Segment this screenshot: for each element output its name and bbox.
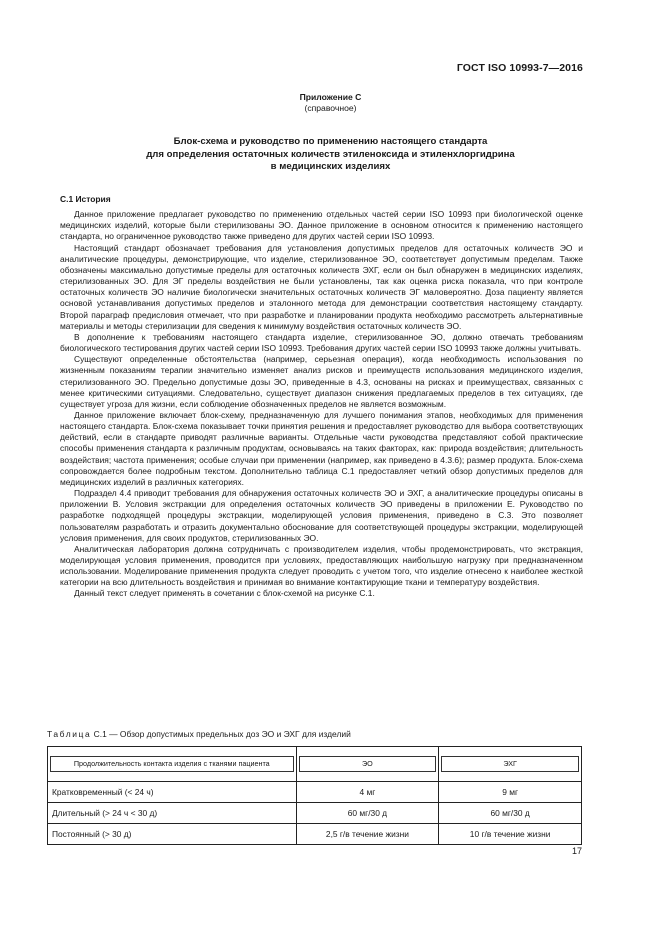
title-line: в медицинских изделиях: [270, 161, 391, 172]
header-ech: [439, 747, 582, 782]
annex-title: [60, 136, 601, 174]
table-row: [48, 824, 582, 845]
table-caption-word: Таблица: [47, 729, 92, 739]
section-heading: С.1 История: [60, 194, 111, 204]
paragraph: Настоящий стандарт обозначает требования для установления допустимых пределов для остаточных количеств ЭО и аналитические процедуры, демонстрирующие, что изделие, стерилизованное ЭО, соответствует допустимым пределам. Также обозначены максимально допустимые пределы для остаточных количеств ЭХГ, если он был обнаружен в медицинских изделиях, стерилизованных ЭО. Для ЭГ пределы воздействия не были установлены, так как оценка риска показала, что при контроле остаточных количеств ЭО наличие биологически значительных остаточных количеств ЭГ маловероятно. Доза пациенту является основой устанавливания допустимых пределов и эталонного метода для демонстрации соответствия настоящему стандарту. Второй параграф предисловия отмечает, что при разработке и планировании продукта необходимо рассмотреть альтернативные материалы и методы стерилизации для сведения к минимуму воздействия остаточных количеств ЭО.: [60, 242, 583, 331]
paragraph: Существуют определенные обстоятельства (например, серьезная операция), когда необходимость использования по жизненным показаниям терапии значительно изменяет анализ рисков и преимуществ использования медицинского изделия, стерилизованного ЭО. Предельно допустимые дозы ЭО, приведенные в 4.3, основаны на рисках и преимуществах, связанных с менее критическими ситуациями. Следовательно, существует диапазон снижения предлагаемых пределов в тех ситуациях, где существует угроза для жизни, если соблюдение обозначенных пределов не является возможным.: [60, 354, 583, 409]
paragraph: Аналитическая лаборатория должна сотрудничать с производителем изделия, чтобы продемонстрировать, что экстракция, моделирующая условия применения, проводится при условиях, предоставляющих наибольшую нагрузку при предназначенном использовании. Моделирование применения продукта следует проводить с учетом того, что изделие отнесено к наиболее жесткой категории на всю длительность воздействия и принимая во внимание контактирующие ткани и температуру воздействия.: [60, 543, 583, 588]
annex-heading: [0, 92, 661, 114]
cell-ech: 60 мг/30 д: [439, 803, 582, 824]
page-number: 17: [571, 846, 582, 856]
table-header-row: [48, 747, 582, 782]
header-duration: [48, 747, 297, 782]
paragraph: В дополнение к требованиям настоящего стандарта изделие, стерилизованное ЭО, должно отвечать требованиям биологического тестирования других частей серии ISO 10993. Требования других частей серии ISO 10993 также должны учитывать.: [60, 331, 583, 354]
annex-label: Приложение С: [299, 92, 362, 102]
paragraph: Данное приложение предлагает руководство по применению отдельных частей серии ISO 10993 при биологической оценке медицинских изделий, которые были стерилизованы ЭО. Данное приложение в основном относится к применению настоящего стандарта, но ограниченное руководство также приведено для других частей серии ISO 10993.: [60, 209, 583, 242]
cell-duration: Длительный (> 24 ч < 30 д): [48, 803, 297, 824]
cell-eo: 60 мг/30 д: [296, 803, 439, 824]
cell-duration: Постоянный (> 30 д): [48, 824, 297, 845]
cell-eo: 2,5 г/в течение жизни: [296, 824, 439, 845]
paragraph: Подраздел 4.4 приводит требования для обнаружения остаточных количеств ЭО и ЭХГ, а аналитические процедуры описаны в приложении В. Условия экстракции для определения остаточных количеств ЭО приведены в приложении Е. Руководство по разработке подходящей процедуры экстракции, моделирующей условия применения, приведено в С.3. Это позволяет пользователям разработать и отразить документально обоснование для соответствующей процедуры экстракции, моделирующей условия применения, для своих продуктов, стерилизованных ЭО.: [60, 488, 583, 543]
cell-ech: 9 мг: [439, 782, 582, 803]
cell-duration: Кратковременный (< 24 ч): [48, 782, 297, 803]
table-row: [48, 782, 582, 803]
dose-limits-table: [47, 746, 582, 845]
paragraph: Данное приложение включает блок-схему, предназначенную для лучшего понимания этапов, необходимых для применения настоящего стандарта. Блок-схема показывает точки принятия решения и предоставляет руководство для выбора соответствующих действий, если в стандарте приводят различные варианты. Отдельные части руководства представляют собой практические способы применения стандарта к различным продуктам, основываясь на таких факторах, как: природа воздействия; длительность воздействия; частота применения; особые случаи при применении (например, как приведено в 4.3.6); размер продукта. Блок-схема сопровождается более подробным текстом. Дополнительно таблица С.1 предоставляет четкий обзор допустимых пределов для медицинских изделий в различных категориях.: [60, 409, 583, 487]
header-eo-label: ЭО: [299, 756, 437, 772]
section-body: [60, 194, 583, 600]
table-caption: [47, 729, 351, 739]
header-duration-label: Продолжительность контакта изделия с тканями пациента: [50, 756, 294, 772]
table-row: [48, 803, 582, 824]
standard-code: ГОСТ ISO 10993-7—2016: [456, 62, 583, 74]
title-line: Блок-схема и руководство по применению настоящего стандарта: [173, 136, 488, 147]
paragraph: Данный текст следует применять в сочетании с блок-схемой на рисунке С.1.: [74, 588, 375, 599]
cell-ech: 10 г/в течение жизни: [439, 824, 582, 845]
title-line: для определения остаточных количеств этиленоксида и этиленхлоргидрина: [146, 148, 515, 160]
header-ech-label: ЭХГ: [441, 756, 579, 772]
annex-note: (справочное): [304, 103, 357, 113]
header-eo: [296, 747, 439, 782]
table-caption-text: С.1 — Обзор допустимых предельных доз ЭО и ЭХГ для изделий: [93, 729, 351, 739]
cell-eo: 4 мг: [296, 782, 439, 803]
